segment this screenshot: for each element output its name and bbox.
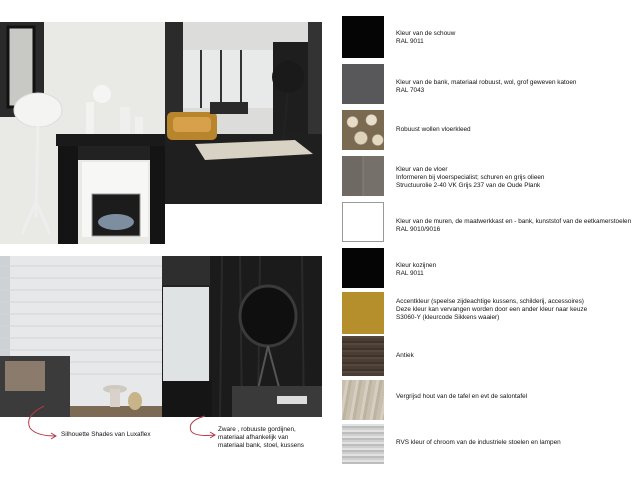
swatch-frames-black: [342, 248, 384, 288]
caption-curtains-line: Zware , robuuste gordijnen,: [218, 426, 296, 433]
caption-curtains-line: materiaal bank, stoel, kussens: [218, 442, 304, 449]
swatch-text: Vergrijsd hout van de tafel en evt de salontafel: [396, 393, 528, 400]
caption-shades: Silhouette Shades van Luxaflex: [61, 431, 151, 438]
arrow-shades-icon: [20, 402, 60, 442]
swatch-label: [396, 439, 636, 447]
swatch-text: RAL 9011: [396, 38, 424, 46]
swatch-text: Deze kleur kan vervangen worden door een ander kleur naar keuze: [396, 306, 588, 314]
swatch-label: [396, 126, 636, 134]
photo-curtains: [162, 256, 322, 417]
swatch-text: Kleur van de bank, materiaal robuust, wol, grof geweven katoen: [396, 79, 577, 86]
swatch-text: RAL 7043: [396, 87, 425, 95]
swatch-antique-wood: [342, 336, 384, 376]
swatch-label: [396, 79, 636, 95]
swatch-accent-ochre: [342, 292, 384, 334]
swatch-stainless-steel: [342, 424, 384, 464]
swatch-text: RAL 9011: [396, 270, 424, 278]
swatch-label: [396, 262, 636, 278]
swatch-wool-rug: [342, 110, 384, 150]
swatch-sofa-grey: [342, 64, 384, 104]
swatch-text: S3060-Y (kleurcode Sikkens waaier): [396, 314, 500, 322]
swatch-text: RVS kleur of chroom van de industriele stoelen en lampen: [396, 439, 561, 446]
caption-curtains-line: materiaal afhankelijk van: [218, 434, 289, 441]
photo-shades: [0, 256, 162, 417]
swatch-mantel-black: [342, 16, 384, 58]
caption-curtains: [218, 426, 304, 450]
swatch-text: Antiek: [396, 352, 414, 359]
photo-living-room: [165, 22, 322, 204]
swatch-text: Accentkleur (speelse zijdeachtige kussens, schilderij, accessoires): [396, 298, 584, 305]
swatch-floor: [342, 156, 384, 196]
swatch-text: Kleur van de schouw: [396, 30, 456, 37]
arrow-curtains-icon: [183, 413, 219, 443]
swatch-label: [396, 298, 636, 323]
swatch-weathered-wood: [342, 380, 384, 420]
swatch-label: [396, 352, 636, 360]
swatch-walls-white: [342, 202, 384, 242]
photo-fireplace: [0, 22, 165, 244]
swatch-text: Kleur kozijnen: [396, 262, 437, 269]
swatch-label: [396, 218, 636, 234]
swatch-text: Robuust wollen vloerkleed: [396, 126, 471, 133]
swatch-text: Structuurolie 2-40 VK Grijs 237 van de Oude Plank: [396, 182, 541, 190]
swatch-text: Informeren bij vloerspecialist; schuren en grijs olieen: [396, 174, 545, 182]
swatch-label: [396, 393, 636, 401]
swatch-text: Kleur van de vloer: [396, 166, 448, 173]
swatch-label: [396, 30, 636, 46]
swatch-text: Kleur van de muren, de maatwerkkast en - bank, kunststof van de eetkamerstoelen: [396, 218, 632, 225]
swatch-text: RAL 9010/9016: [396, 226, 441, 234]
swatch-label: [396, 166, 636, 191]
